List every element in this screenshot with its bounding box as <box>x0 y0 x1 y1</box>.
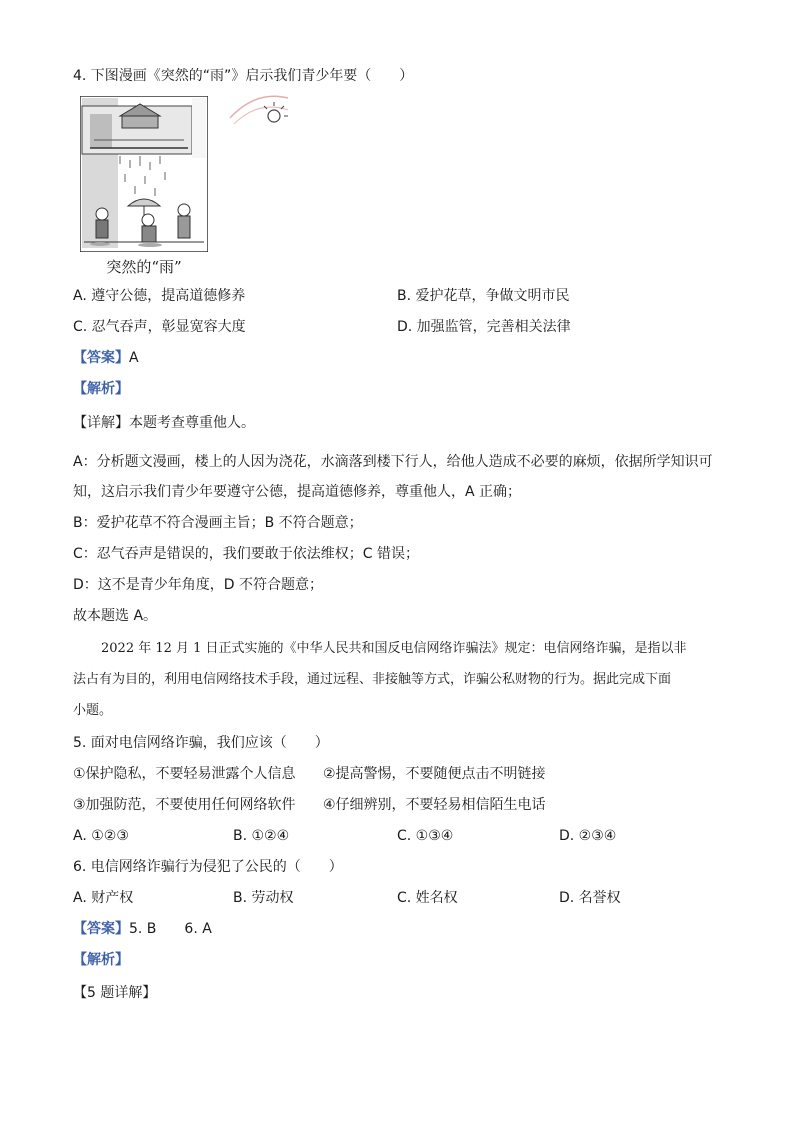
q4-conclusion: 故本题选 A。 <box>73 608 158 624</box>
q6-option-b: B. 劳动权 <box>233 890 294 906</box>
cartoon-image <box>80 96 208 252</box>
q4-detail <box>73 413 255 433</box>
q4-answer <box>73 348 139 368</box>
q5-statement-2: ②提高警惕，不要随便点击不明链接 <box>323 766 546 782</box>
q4-option-c: C. 忍气吞声，彰显宽容大度 <box>73 319 246 335</box>
analysis-tag: 【解析】 <box>73 952 129 968</box>
q5-option-a: A. ①②③ <box>73 828 129 844</box>
q4-stem: 4. 下图漫画《突然的“雨”》启示我们青少年要（ ） <box>73 68 414 84</box>
analysis-tag: 【解析】 <box>73 381 129 397</box>
q4-analysis-line: D：这不是青少年角度，D 不符合题意； <box>73 577 324 593</box>
q4-option-b: B. 爱护花草，争做文明市民 <box>397 288 570 304</box>
q6-option-a: A. 财产权 <box>73 890 134 906</box>
q4-option-d: D. 加强监管，完善相关法律 <box>397 319 571 335</box>
passage-line: 法占有为目的，利用电信网络技术手段，通过远程、非接触等方式，诈骗公私财物的行为。据此完成下面 <box>73 672 672 687</box>
q5-stem: 5. 面对电信网络诈骗，我们应该（ ） <box>73 735 329 751</box>
q5-statement-3: ③加强防范，不要使用任何网络软件 <box>73 797 296 813</box>
answer-tag: 【答案】 <box>73 350 129 366</box>
answer-tag: 【答案】 <box>73 921 129 937</box>
q5-option-d: D. ②③④ <box>559 828 617 844</box>
answer-value: A <box>129 350 139 366</box>
q4-analysis-line: B：爱护花草不符合漫画主旨；B 不符合题意； <box>73 515 363 531</box>
q4-option-a: A. 遵守公德，提高道德修养 <box>73 288 246 304</box>
passage-line: 小题。 <box>73 703 113 718</box>
stamp-watermark <box>226 88 292 128</box>
q6-option-c: C. 姓名权 <box>397 890 458 906</box>
q5-detail-tag: 【5 题详解】 <box>73 985 157 1001</box>
q4-analysis-tag <box>73 379 129 399</box>
q4-analysis-line: A：分析题文漫画，楼上的人因为浇花，水滴落到楼下行人，给他人造成不必要的麻烦，依据所学知识可 <box>73 454 713 470</box>
q4-analysis-line: 知，这启示我们青少年要遵守公德，提高道德修养，尊重他人，A 正确； <box>73 484 522 500</box>
q5-option-b: B. ①②④ <box>233 828 290 844</box>
q5-statement-4: ④仔细辨别，不要轻易相信陌生电话 <box>323 797 546 813</box>
detail-text: 本题考查尊重他人。 <box>129 415 255 431</box>
q6-option-d: D. 名誉权 <box>559 890 621 906</box>
cartoon-caption: 突然的“雨” <box>106 258 182 276</box>
q6-stem: 6. 电信网络诈骗行为侵犯了公民的（ ） <box>73 859 343 875</box>
q5-statement-1: ①保护隐私，不要轻易泄露个人信息 <box>73 766 296 782</box>
answer-value: 5. B 6. A <box>129 921 212 937</box>
q4-analysis-line: C：忍气吞声是错误的，我们要敢于依法维权；C 错误； <box>73 546 419 562</box>
q5-option-c: C. ①③④ <box>397 828 454 844</box>
detail-tag: 【详解】 <box>73 415 129 431</box>
passage-line: 2022 年 12 月 1 日正式实施的《中华人民共和国反电信网络诈骗法》规定：电信网络诈骗，是指以非 <box>101 641 687 656</box>
q56-analysis-tag <box>73 950 129 970</box>
q56-answer <box>73 919 212 939</box>
